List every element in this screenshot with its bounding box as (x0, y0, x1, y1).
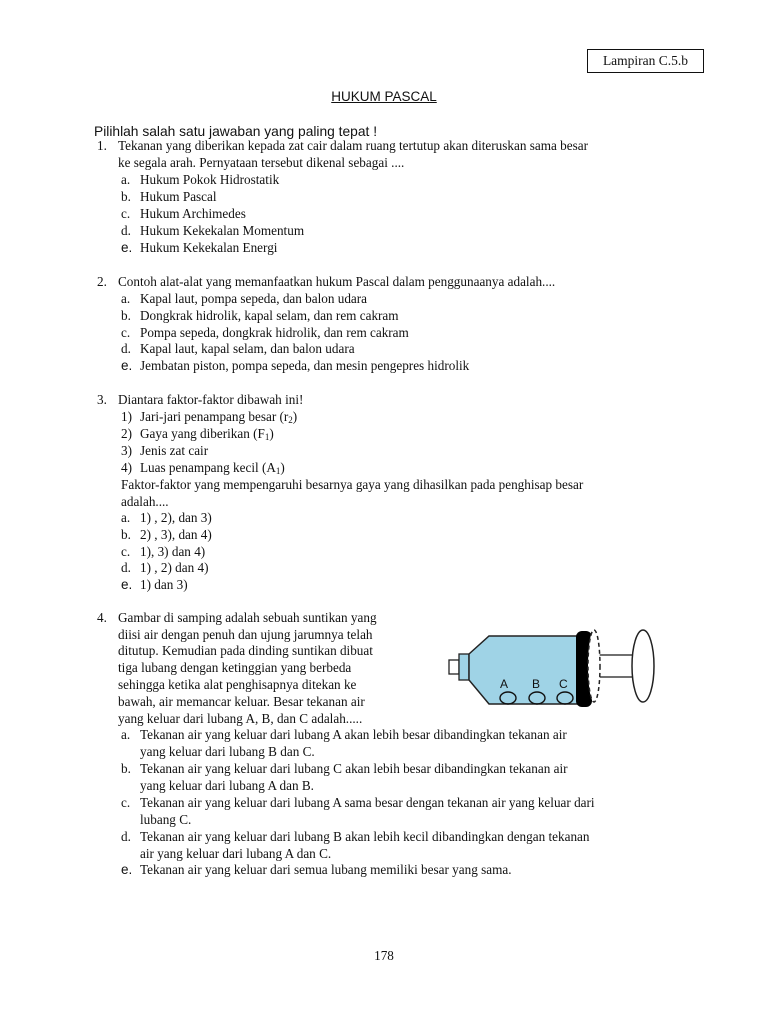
option-b: b. Tekanan air yang keluar dari lubang C akan lebih besar dibandingkan tekanan air (121, 761, 568, 776)
question-stem-line: Gambar di samping adalah sebuah suntikan yang (118, 610, 377, 625)
question-stem-line: yang keluar dari lubang A, B, dan C adalah..... (118, 711, 363, 726)
option-c: c. 1), 3) dan 4) (121, 544, 206, 559)
option-a-continuation: yang keluar dari lubang B dan C. (140, 744, 315, 759)
question-number: 4. (97, 610, 107, 625)
option-e: e. Hukum Kekekalan Energi (121, 240, 278, 255)
question-stem-line: sehingga ketika alat penghisapnya ditekan ke (118, 677, 357, 692)
factor-4: 4) Luas penampang kecil $(A_1)$ (121, 460, 285, 476)
option-c: c. Tekanan air yang keluar dari lubang A sama besar dengan tekanan air yang keluar dari (121, 795, 595, 810)
question-stem-line: Tekanan yang diberikan kepada zat cair dalam ruang tertutup akan diteruskan sama besar (118, 138, 588, 153)
question-number: 1. (97, 138, 107, 153)
question-stem-line: ditutup. Kemudian pada dinding suntikan dibuat (118, 643, 373, 658)
option-d: d. 1) , 2) dan 4) (121, 560, 209, 575)
option-b: b. Dongkrak hidrolik, kapal selam, dan rem cakram (121, 308, 399, 323)
option-e: e. Tekanan air yang keluar dari semua lubang memiliki besar yang sama. (121, 862, 512, 877)
option-d: d. Tekanan air yang keluar dari lubang B akan lebih kecil dibandingkan dengan tekanan (121, 829, 590, 844)
page-number: 178 (374, 948, 394, 963)
option-b-continuation: yang keluar dari lubang A dan B. (140, 778, 314, 793)
question-stem-line: tiga lubang dengan ketinggian yang berbeda (118, 660, 352, 675)
option-a: a. Tekanan air yang keluar dari lubang A akan lebih besar dibandingkan tekanan air (121, 727, 567, 742)
syringe-figure (446, 598, 658, 714)
question-number: 3. (97, 392, 107, 407)
option-d: d. Hukum Kekekalan Momentum (121, 223, 305, 238)
option-a: a. Kapal laut, pompa sepeda, dan balon udara (121, 291, 368, 306)
label-a: A (500, 677, 509, 691)
option-d-continuation: air yang keluar dari lubang A dan C. (140, 846, 332, 861)
label-b: B (532, 677, 541, 691)
question-stem-line: diisi air dengan penuh dan ujung jarumnya telah (118, 627, 373, 642)
label-c: C (559, 677, 568, 691)
syringe-nozzle (459, 654, 469, 680)
option-e: e. 1) dan 3) (121, 577, 188, 592)
question-stem-line: ke segala arah. Pernyataan tersebut dikenal sebagai .... (118, 155, 405, 170)
question-stem-line: bawah, air memancar keluar. Besar tekanan air (118, 694, 365, 709)
barrel-flange (588, 630, 600, 702)
option-a: a. Hukum Pokok Hidrostatik (121, 172, 280, 187)
question-line: Faktor-faktor yang mempengaruhi besarnya gaya yang dihasilkan pada penghisap besar (121, 477, 584, 492)
instruction: Pilihlah salah satu jawaban yang paling tepat ! (94, 124, 378, 139)
question-number: 2. (97, 274, 107, 289)
question-stem-line: Diantara faktor-faktor dibawah ini! (118, 392, 304, 407)
syringe-needle-tip (449, 660, 459, 674)
page-title: HUKUM PASCAL (331, 89, 437, 104)
option-c-continuation: lubang C. (140, 812, 192, 827)
factor-2: 2) Gaya yang diberikan $(F_1)$ (121, 426, 274, 442)
factor-3: 3) Jenis zat cair (121, 443, 209, 458)
option-d: d. Kapal laut, kapal selam, dan balon udara (121, 341, 355, 356)
question-line: adalah.... (121, 494, 169, 509)
option-e: e. Jembatan piston, pompa sepeda, dan mesin pengepres hidrolik (121, 358, 470, 373)
question-stem-line: Contoh alat-alat yang memanfaatkan hukum Pascal dalam penggunaanya adalah.... (118, 274, 556, 289)
option-c: c. Hukum Archimedes (121, 206, 246, 221)
option-c: c. Pompa sepeda, dongkrak hidrolik, dan rem cakram (121, 325, 409, 340)
syringe-barrel (469, 636, 586, 704)
factor-1: 1) Jari-jari penampang besar $(r_2)$ (121, 409, 298, 425)
option-a: a. 1) , 2), dan 3) (121, 510, 212, 525)
option-b: b. 2) , 3), dan 4) (121, 527, 212, 542)
option-b: b. Hukum Pascal (121, 189, 217, 204)
appendix-label: Lampiran C.5.b (602, 53, 689, 68)
appendix-label-box (587, 49, 704, 73)
plunger-thumb-rest (632, 630, 654, 702)
